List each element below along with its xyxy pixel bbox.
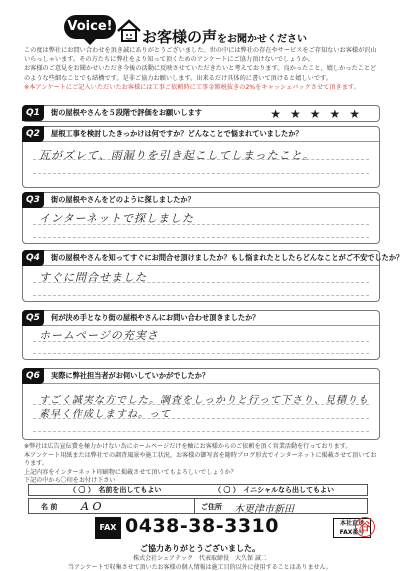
answer-text: すぐに問合せました [39,271,147,284]
answer-text-line-2: 素早く作成しますね。って [39,409,171,420]
question-5 [22,310,380,360]
question-text: 街の屋根やさんを５段階で評価をお願いします [51,108,202,117]
thanks-text: ご協力ありがとうございました。 [140,544,260,553]
question-number: Q5 [22,310,44,326]
question-text: 街の屋根やさんをどのように探しましたか？ [51,195,195,204]
consent-options [28,484,368,496]
house-icon [116,18,142,44]
company-info: 株式会社シェアテック 代表取締役 大久保 誠二 当アンケートで収集させて頂いたお客様の個人情報は施工目的以外に使用することはありません。 [67,555,332,571]
answer-text: ホームページの充実さ [39,329,159,342]
name-value: A O [81,500,102,513]
permission-note: ※弊社は広告宣伝費を極力かけない為にホームページだけを軸にお客様からのご依頼を頂く営業活動を行っております。 本アンケート用紙または弊社での調査風景や施工状況、お客様の御写真を随時ブログ形式でインターネットに掲載させて頂いております。 上記内容をインターネット印刷物に掲載させて頂いてもよろしいでしょうか？ 下記の中から〇印をお付け下さい [24,443,377,485]
intro-text: この度は弊社にお問い合わせを頂き誠にありがとうございました。世の中には弊社の存在やサービスをご存知ないお客様が沢山いらっしゃいます。その方たちに弊社をより知って頂くためのアンケートにご協力頂けないでしょうか。 お客様のご意見をお聞かせいただき今後の活動に反映させていただきたいと考えております。良かったこと、嬉しかったことどのような些細なことでも結構です。是非ご協力お願いします。出来るだけ具体的に書いて頂けると嬉しいです。 ※本アンケートにご記入いただいたお客様には工事ご依頼時に工事金額税抜きの2%をキャッシュバックさせて頂きます。 [24,47,377,91]
voice-badge: Voice! [64,15,116,39]
customer-info-row [28,498,368,514]
question-text: 屋根工事を検討したきっかけは何ですか？どんなことで悩まれていましたか？ [51,129,303,138]
seal-stamp: 谷 [355,517,375,537]
question-number: Q3 [22,192,44,208]
cashback-note: ※本アンケートにご記入いただいたお客様には工事ご依頼時に工事金額税抜きの2%をキャッシュバックさせて頂きます。 [24,83,360,91]
question-number: Q6 [22,368,44,384]
name-label: 名 前 [41,503,58,511]
consent-name-ok[interactable]: （ 〇 ） 名前を出してもよい [69,486,162,494]
question-number: Q2 [22,126,44,142]
address-label: ご住所 [201,503,222,511]
consent-initial-ok[interactable]: （ 〇 ） イニシャルなら出してもよい [214,486,334,494]
question-2 [22,126,380,188]
answer-text: 瓦がズレて、雨漏りを引き起こしてしまったこと。 [39,149,315,162]
question-4 [22,250,403,302]
question-text: 実際に弊社担当者がお伺いしていかがでしたか？ [51,371,210,380]
address-value: 木更津市新田 [234,504,294,515]
question-text: 何が決め手となり街の屋根やさんにお問い合わせ頂きましたか？ [51,313,260,322]
question-6 [22,368,380,440]
page-title: お客様の声をお聞かせください [142,28,308,46]
fax-badge: 本社直送 FAX番号 [333,518,371,538]
question-number: Q1 [22,105,44,121]
question-1 [22,105,380,122]
fax-number: 0438-38-3310 [125,515,279,537]
question-3 [22,192,380,244]
answer-text-line-1: すごく誠実な方でした。調査をしっかりと行って下さり、見積りも [39,395,369,406]
answer-text: インターネットで探しました [39,212,195,225]
question-text: 街の屋根やさんを知ってすぐにお問合せ頂けましたか？もし悩まれたとしたらどんなことがご不安でしたか？ [51,253,403,262]
question-number: Q4 [22,250,44,266]
rating-stars: ★★★★★ [270,107,369,121]
fax-label: FAX [95,517,121,539]
